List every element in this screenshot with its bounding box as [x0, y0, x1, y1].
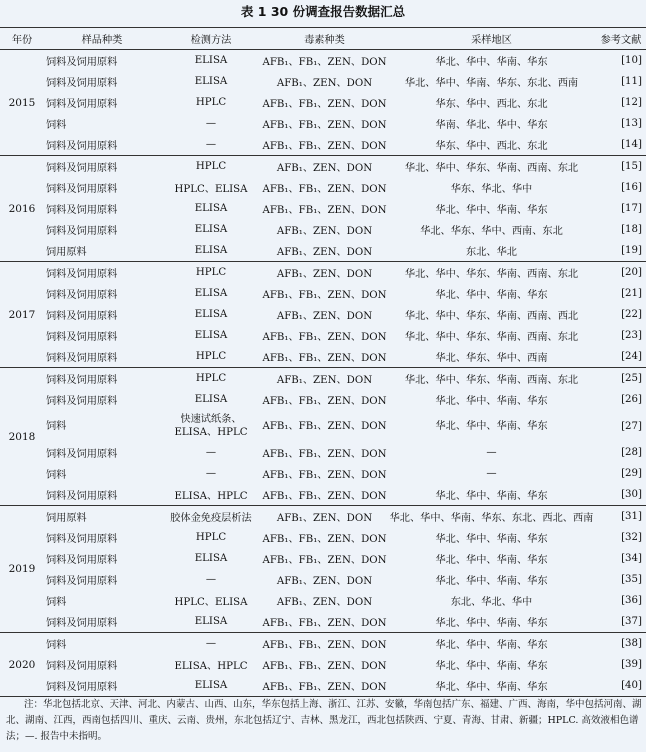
table-row	[0, 506, 646, 528]
cell-year: 2016	[0, 156, 44, 262]
cell-toxin: AFB₁、FB₁、ZEN、DON	[262, 618, 387, 629]
cell-region: 华北、华中、华南、华东	[435, 420, 548, 432]
cell-toxin: AFB₁、ZEN、DON	[276, 576, 373, 587]
cell-region: 华北、华中、华南、华东	[435, 205, 548, 216]
table-row	[0, 92, 646, 113]
cell-ref: [12]	[621, 97, 642, 108]
table-row	[0, 590, 646, 611]
table-row	[0, 219, 646, 240]
cell-ref: [20]	[596, 262, 646, 284]
cell-ref: [32]	[621, 532, 642, 543]
table-row	[0, 389, 646, 410]
cell-toxin: AFB₁、FB₁、ZEN、DON	[262, 534, 387, 545]
cell-ref: [29]	[621, 468, 642, 479]
cell-toxin: AFB₁、ZEN、DON	[276, 78, 373, 89]
cell-region: —	[486, 468, 497, 479]
cell-toxin: AFB₁、ZEN、DON	[276, 247, 373, 258]
table-row	[0, 548, 646, 569]
cell-region: 华北、华中、华南、华东	[435, 491, 548, 502]
cell-toxin: AFB₁、ZEN、DON	[276, 311, 373, 322]
table-row	[0, 50, 646, 72]
survey-table	[0, 27, 646, 697]
cell-method: —	[205, 468, 217, 479]
table-row	[0, 240, 646, 262]
cell-method: ELISA	[194, 330, 228, 341]
cell-region: 华北、华中、华东、华南、西南、西北	[404, 311, 579, 322]
cell-ref: [10]	[596, 50, 646, 72]
cell-sample: 饲料及饲用原料	[46, 353, 118, 364]
cell-ref: [13]	[621, 118, 642, 129]
table-row	[0, 368, 646, 390]
cell-sample: 饲料及饲用原料	[46, 661, 118, 672]
cell-method: HPLC	[160, 156, 262, 178]
cell-method: —	[205, 447, 217, 458]
cell-toxin: AFB₁、FB₁、ZEN、DON	[262, 205, 387, 216]
cell-toxin: AFB₁、ZEN、DON	[262, 368, 387, 390]
cell-region: 华北、华中、华南、华东	[387, 633, 596, 655]
cell-region: 华北、华中、华东、华南、西南、东北	[404, 332, 579, 343]
cell-toxin: AFB₁、FB₁、ZEN、DON	[262, 633, 387, 655]
cell-ref: [18]	[621, 224, 642, 235]
table-row	[0, 463, 646, 484]
cell-sample: 饲料及饲用原料	[46, 141, 118, 152]
cell-sample: 饲料	[46, 120, 67, 131]
cell-method: HPLC	[195, 532, 227, 543]
cell-region: 华北、华中、华东、华南、西南、东北	[387, 262, 596, 284]
cell-sample: 饲料及饲用原料	[46, 311, 118, 322]
cell-region: 东北、华北、华中	[450, 597, 533, 608]
cell-ref: [40]	[596, 675, 646, 697]
header-method: 检测方法	[160, 28, 262, 50]
cell-method: 快速试纸条、ELISA、HPLC	[174, 414, 248, 438]
cell-method: ELISA、HPLC	[174, 661, 248, 672]
cell-toxin: AFB₁、ZEN、DON	[262, 506, 387, 528]
table-row	[0, 527, 646, 548]
cell-sample: 饲料及饲用原料	[46, 618, 118, 629]
cell-ref: [14]	[621, 139, 642, 150]
cell-ref: [28]	[621, 447, 642, 458]
cell-region: 东北、华北	[466, 247, 517, 258]
cell-region: 华东、华北、华中	[450, 184, 533, 195]
cell-sample: 饲用原料	[44, 506, 160, 528]
cell-sample: 饲料及饲用原料	[46, 99, 118, 110]
cell-region: 华北、华中、华东、华南、西南、东北	[387, 156, 596, 178]
cell-toxin: AFB₁、ZEN、DON	[262, 156, 387, 178]
cell-year: 2020	[0, 633, 44, 697]
cell-method: ELISA	[194, 245, 228, 256]
cell-ref: [16]	[621, 182, 642, 193]
cell-region: 华东、华中、西北、东北	[435, 141, 548, 152]
cell-ref: [11]	[621, 76, 642, 87]
cell-toxin: AFB₁、FB₁、ZEN、DON	[262, 141, 387, 152]
cell-sample: 饲料及饲用原料	[46, 332, 118, 343]
cell-toxin: AFB₁、FB₁、ZEN、DON	[262, 675, 387, 697]
cell-toxin: AFB₁、FB₁、ZEN、DON	[262, 555, 387, 566]
cell-region: 华北、华中、华东、华南、西南、东北	[387, 368, 596, 390]
table-row	[0, 134, 646, 156]
cell-sample: 饲料	[46, 597, 67, 608]
cell-ref: [38]	[596, 633, 646, 655]
cell-toxin: AFB₁、FB₁、ZEN、DON	[262, 99, 387, 110]
cell-toxin: AFB₁、FB₁、ZEN、DON	[262, 50, 387, 72]
cell-method: —	[205, 574, 217, 585]
header-region: 采样地区	[387, 28, 596, 50]
table-body	[0, 50, 646, 697]
cell-sample: 饲料及饲用原料	[44, 50, 160, 72]
cell-ref: [36]	[621, 595, 642, 606]
cell-method: ELISA	[160, 675, 262, 697]
cell-toxin: AFB₁、FB₁、ZEN、DON	[262, 120, 387, 131]
header-ref: 参考文献	[596, 28, 646, 50]
cell-sample: 饲料	[46, 470, 67, 481]
cell-method: ELISA	[194, 309, 228, 320]
cell-method: ELISA、HPLC	[174, 491, 248, 502]
cell-toxin: AFB₁、ZEN、DON	[276, 226, 373, 237]
cell-toxin: AFB₁、FB₁、ZEN、DON	[262, 396, 387, 407]
cell-method: ELISA	[194, 224, 228, 235]
cell-toxin: AFB₁、FB₁、ZEN、DON	[262, 290, 387, 301]
table-row	[0, 442, 646, 463]
cell-ref: [26]	[621, 394, 642, 405]
cell-region: 华北、华中、华南、华东	[435, 555, 548, 566]
cell-method: ELISA	[194, 616, 228, 627]
cell-region: 华北、华中、华南、华东	[435, 396, 548, 407]
cell-ref: [30]	[621, 489, 642, 500]
cell-year: 2018	[0, 368, 44, 506]
cell-toxin: AFB₁、FB₁、ZEN、DON	[262, 661, 387, 672]
cell-sample: 饲料及饲用原料	[46, 78, 118, 89]
cell-region: 华北、华中、华南、华东	[387, 675, 596, 697]
cell-toxin: AFB₁、FB₁、ZEN、DON	[262, 184, 387, 195]
cell-region: 华北、华中、华南、华东	[387, 50, 596, 72]
cell-method: HPLC	[160, 368, 262, 390]
cell-region: —	[486, 447, 497, 458]
table-row	[0, 156, 646, 178]
cell-region: 华北、华中、华南、华东、东北、西北、西南	[387, 506, 596, 528]
cell-method: ELISA	[194, 76, 228, 87]
table-row	[0, 113, 646, 134]
table-row	[0, 325, 646, 346]
cell-ref: [21]	[621, 288, 642, 299]
cell-region: 华北、华中、华南、华东	[435, 618, 548, 629]
cell-sample: 饲料及饲用原料	[46, 184, 118, 195]
table-row	[0, 675, 646, 697]
header-sample: 样品种类	[44, 28, 160, 50]
cell-ref: [35]	[621, 574, 642, 585]
cell-sample: 饲料及饲用原料	[46, 290, 118, 301]
cell-sample: 饲料及饲用原料	[46, 205, 118, 216]
cell-region: 华北、华中、华南、华东	[435, 290, 548, 301]
cell-sample: 饲料及饲用原料	[44, 675, 160, 697]
cell-sample: 饲料	[46, 420, 67, 432]
cell-ref: [23]	[621, 330, 642, 341]
cell-region: 华北、华中、华南、华东	[435, 534, 548, 545]
cell-sample: 饲料及饲用原料	[44, 262, 160, 284]
cell-ref: [25]	[596, 368, 646, 390]
cell-sample: 饲料及饲用原料	[44, 368, 160, 390]
cell-ref: [39]	[621, 659, 642, 670]
cell-method: HPLC	[160, 262, 262, 284]
cell-toxin: AFB₁、FB₁、ZEN、DON	[262, 353, 387, 364]
cell-method: ELISA	[194, 288, 228, 299]
table-row	[0, 410, 646, 442]
cell-sample: 饲料及饲用原料	[46, 576, 118, 587]
table-row	[0, 484, 646, 506]
cell-method: ELISA	[194, 394, 228, 405]
table-row	[0, 569, 646, 590]
cell-sample: 饲料及饲用原料	[46, 491, 118, 502]
cell-toxin: AFB₁、ZEN、DON	[262, 262, 387, 284]
cell-region: 华北、华东、华中、西南	[435, 353, 548, 364]
cell-ref: [15]	[596, 156, 646, 178]
cell-region: 华北、华东、华中、西南、东北	[420, 226, 563, 237]
cell-sample: 饲料及饲用原料	[44, 156, 160, 178]
table-row	[0, 71, 646, 92]
cell-toxin: AFB₁、FB₁、ZEN、DON	[262, 491, 387, 502]
table-caption: 表 1 30 份调查报告数据汇总	[240, 4, 406, 19]
cell-method: ELISA	[194, 553, 228, 564]
table-row	[0, 262, 646, 284]
table-header-row	[0, 28, 646, 50]
table-row	[0, 654, 646, 675]
cell-ref: [31]	[596, 506, 646, 528]
cell-sample: 饲用原料	[46, 247, 87, 258]
cell-region: 华东、华中、西北、东北	[435, 99, 548, 110]
cell-ref: [17]	[621, 203, 642, 214]
cell-method: HPLC	[195, 351, 227, 362]
cell-method: ELISA	[160, 50, 262, 72]
cell-ref: [37]	[621, 616, 642, 627]
cell-year: 2019	[0, 506, 44, 633]
cell-sample: 饲料及饲用原料	[46, 534, 118, 545]
cell-year: 2017	[0, 262, 44, 368]
cell-region: 华北、华中、华南、华东	[435, 661, 548, 672]
cell-toxin: AFB₁、ZEN、DON	[276, 597, 373, 608]
cell-method: —	[205, 118, 217, 129]
cell-sample: 饲料及饲用原料	[46, 396, 118, 407]
header-toxin: 毒素种类	[262, 28, 387, 50]
table-row	[0, 633, 646, 655]
cell-year: 2015	[0, 50, 44, 156]
table-footnote: 注：华北包括北京、天津、河北、内蒙古、山西、山东，华东包括上海、浙江、江苏、安徽，华南包括广东、福建、广西、海南，华中包括河南、湖北、湖南、江西，西南包括四川、重庆、云南、贵州，东北包括辽宁、吉林、黑龙江，西北包括陕西、宁夏、青海、甘肃、新疆；HPLC. 高效液相色谱法；—. 报告中未指明。	[6, 699, 642, 742]
cell-toxin: AFB₁、FB₁、ZEN、DON	[262, 470, 387, 481]
table-row	[0, 611, 646, 633]
table-row	[0, 346, 646, 368]
cell-toxin: AFB₁、FB₁、ZEN、DON	[262, 420, 387, 432]
cell-toxin: AFB₁、FB₁、ZEN、DON	[262, 332, 387, 343]
cell-method: HPLC	[195, 97, 227, 108]
table-row	[0, 304, 646, 325]
cell-ref: [27]	[621, 420, 642, 432]
cell-ref: [34]	[621, 553, 642, 564]
cell-method: HPLC、ELISA	[174, 184, 248, 195]
header-year: 年份	[0, 28, 44, 50]
table-row	[0, 177, 646, 198]
cell-method: ELISA	[194, 203, 228, 214]
cell-region: 华北、华中、华南、华东、东北、西南	[404, 78, 579, 89]
cell-method: —	[160, 633, 262, 655]
cell-sample: 饲料及饲用原料	[46, 226, 118, 237]
cell-region: 华北、华中、华南、华东	[435, 576, 548, 587]
cell-sample: 饲料及饲用原料	[46, 449, 118, 460]
cell-method: 胶体金免疫层析法	[160, 506, 262, 528]
cell-region: 华南、华北、华中、华东	[435, 120, 548, 131]
cell-sample: 饲料及饲用原料	[46, 555, 118, 566]
cell-toxin: AFB₁、FB₁、ZEN、DON	[262, 449, 387, 460]
cell-sample: 饲料	[44, 633, 160, 655]
table-row	[0, 198, 646, 219]
table-row	[0, 283, 646, 304]
cell-ref: [19]	[621, 245, 642, 256]
cell-ref: [24]	[621, 351, 642, 362]
cell-method: HPLC、ELISA	[174, 597, 248, 608]
cell-method: —	[205, 139, 217, 150]
cell-ref: [22]	[621, 309, 642, 320]
